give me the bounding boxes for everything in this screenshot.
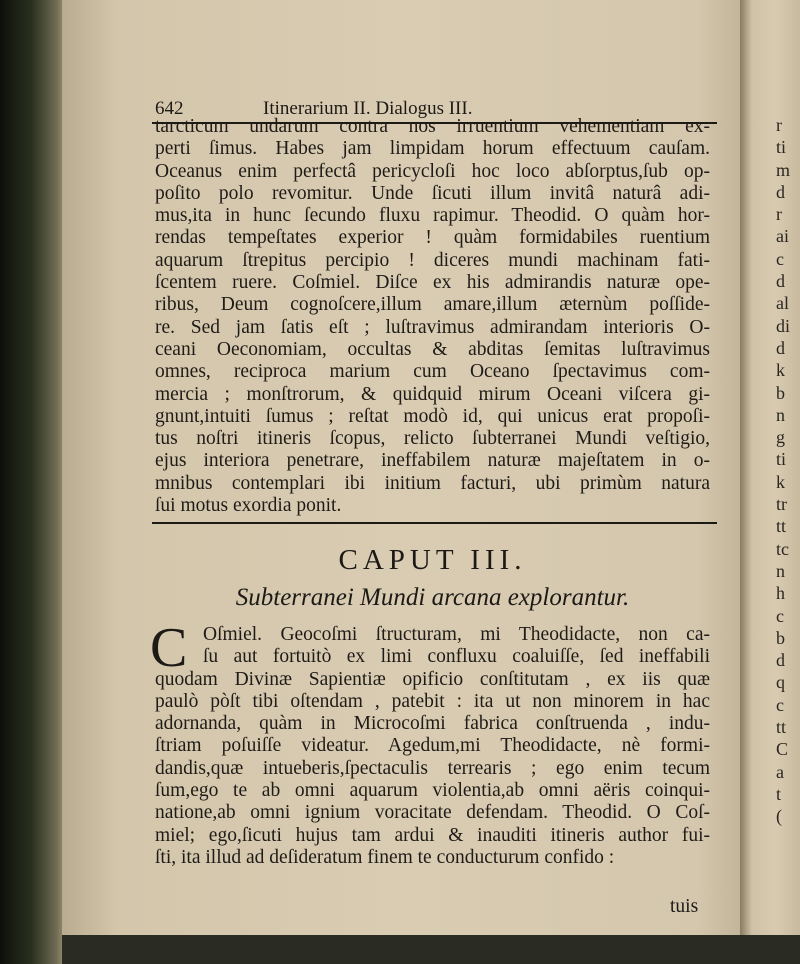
- fragment: d: [776, 181, 785, 202]
- fragment: k: [776, 471, 785, 492]
- fragment: n: [776, 560, 785, 581]
- fragment: b: [776, 627, 785, 648]
- text-line: mercia ; monſtrorum, & quidquid mirum Oceani viſcera gi-: [155, 383, 710, 405]
- text-line: quodam Divinæ Sapientiæ opificio conſtitutam , ex iis quæ: [155, 668, 710, 690]
- paragraph-1: [155, 116, 710, 517]
- text-line: gnunt,intuiti ſumus ; reſtat modò id, qui unicus erat propoſi-: [155, 405, 710, 427]
- fragment: r: [776, 115, 782, 135]
- text-line: aquarum ſtrepitus percipio ! diceres mundi machinam fati-: [155, 249, 710, 271]
- fragment: m: [776, 159, 791, 180]
- fragment: c: [776, 605, 784, 626]
- facing-page-text-fragments: [776, 114, 790, 828]
- text-line: ſti, ita illud ad deſideratum finem te conducturum confido :: [155, 846, 615, 868]
- fragment: d: [776, 650, 785, 671]
- text-line: tarcticum undarum contra nos irruentium vehementiam ex-: [155, 116, 710, 137]
- facing-page-edge: [740, 0, 800, 964]
- text-line: dandis,quæ intueberis,ſpectaculis terrearis ; ego enim tecum: [155, 757, 710, 779]
- fragment: c: [776, 248, 784, 269]
- fragment: al: [776, 293, 789, 314]
- text-line: ſu aut fortuitò ex limi confluxu coaluiſſe, ſed ineffabili: [203, 646, 710, 668]
- fragment: h: [776, 583, 785, 604]
- fragment: tt: [776, 717, 787, 738]
- fragment: b: [776, 382, 785, 403]
- text-line: natione,ab omni ignium voracitate defendam. Theodid. O Coſ-: [155, 802, 710, 824]
- fragment: d: [776, 271, 785, 292]
- text-line: ejus interiora penetrare, ineffabilem naturæ majeſtatem in o-: [155, 450, 710, 472]
- fragment: r: [776, 204, 782, 225]
- chapter-heading: CAPUT III.: [338, 544, 527, 576]
- fragment: tt: [776, 516, 787, 537]
- text-line: poſito polo revomitur. Unde ſicuti illum invitâ naturâ adi-: [155, 182, 710, 204]
- fragment: tr: [776, 494, 787, 515]
- fragment: n: [776, 404, 785, 425]
- text-line: ribus, Deum cognoſcere,illum amare,illum æternùm poſſide-: [155, 294, 710, 316]
- text-line: mus,ita in hunc ſecundo fluxu rapimur. Theodid. O quàm hor-: [155, 205, 710, 227]
- fragment: t: [776, 783, 782, 804]
- paragraph-2: [155, 624, 710, 869]
- chapter-rule: [152, 522, 717, 524]
- drop-cap: C: [150, 617, 188, 679]
- text-line: Oſmiel. Geocoſmi ſtructuram, mi Theodidacte, non ca-: [203, 624, 710, 645]
- text-line: paulò pòſt tibi oſtendam , patebit : ita ut non minorem in hac: [155, 690, 710, 712]
- fragment: (: [776, 806, 782, 827]
- fragment: g: [776, 427, 785, 448]
- text-line: adornanda, quàm in Microcoſmi fabrica conſtruenda , indu-: [155, 713, 710, 735]
- fragment: ti: [776, 449, 787, 470]
- text-line: ſum,ego te ab omni aquarum violentia,ab omni aëris coinqui-: [155, 780, 710, 802]
- running-title: Itinerarium II. Dialogus III.: [263, 98, 473, 119]
- page-number: 642: [155, 98, 184, 119]
- text-line: miel; ego,ſicuti hujus tam ardui & inauditi itineris author fui-: [155, 824, 710, 846]
- catchword: tuis: [670, 896, 699, 917]
- fragment: k: [776, 360, 785, 381]
- text-line: rendas tempeſtates experior ! quàm formidabiles ruentium: [155, 227, 710, 249]
- text-line: omnes, reciproca marium cum Oceano ſpectavimus com-: [155, 361, 710, 383]
- text-line: ſcentem ruere. Coſmiel. Diſce ex his admirandis naturæ ope-: [155, 272, 710, 294]
- fragment: a: [776, 761, 784, 782]
- fragment: d: [776, 337, 785, 358]
- text-line: mnibus contemplari ibi initium facturi, ubi primùm natura: [155, 472, 710, 494]
- fragment: tc: [776, 538, 789, 559]
- fragment: ti: [776, 137, 787, 158]
- chapter-subtitle: Subterranei Mundi arcana explorantur.: [235, 584, 630, 611]
- text-line: re. Sed jam ſatis eſt ; luſtravimus admirandam interioris O-: [155, 316, 710, 338]
- fragment: q: [776, 672, 785, 693]
- text-line: ſtriam poſuiſſe videatur. Agedum,mi Theodidacte, nè formi-: [155, 735, 710, 757]
- book-binding-edge: [0, 0, 70, 964]
- text-line: ceani Oeconomiam, occultas & abditas ſemitas luſtravimus: [155, 338, 710, 360]
- text-line: tus noſtri itineris ſcopus, relicto ſubterranei Mundi veſtigio,: [155, 428, 710, 450]
- fragment: di: [776, 315, 791, 336]
- fragment: C: [776, 739, 789, 760]
- fragment: ai: [776, 226, 789, 247]
- fragment: c: [776, 694, 784, 715]
- page-bottom-shadow: [62, 935, 800, 964]
- text-line: Oceanus enim perfectâ pericycloſi hoc loco abſorptus,ſub op-: [155, 160, 710, 182]
- text-line: perti ſimus. Habes jam limpidam horum effectuum cauſam.: [155, 138, 710, 160]
- text-line: ſui motus exordia ponit.: [155, 495, 342, 517]
